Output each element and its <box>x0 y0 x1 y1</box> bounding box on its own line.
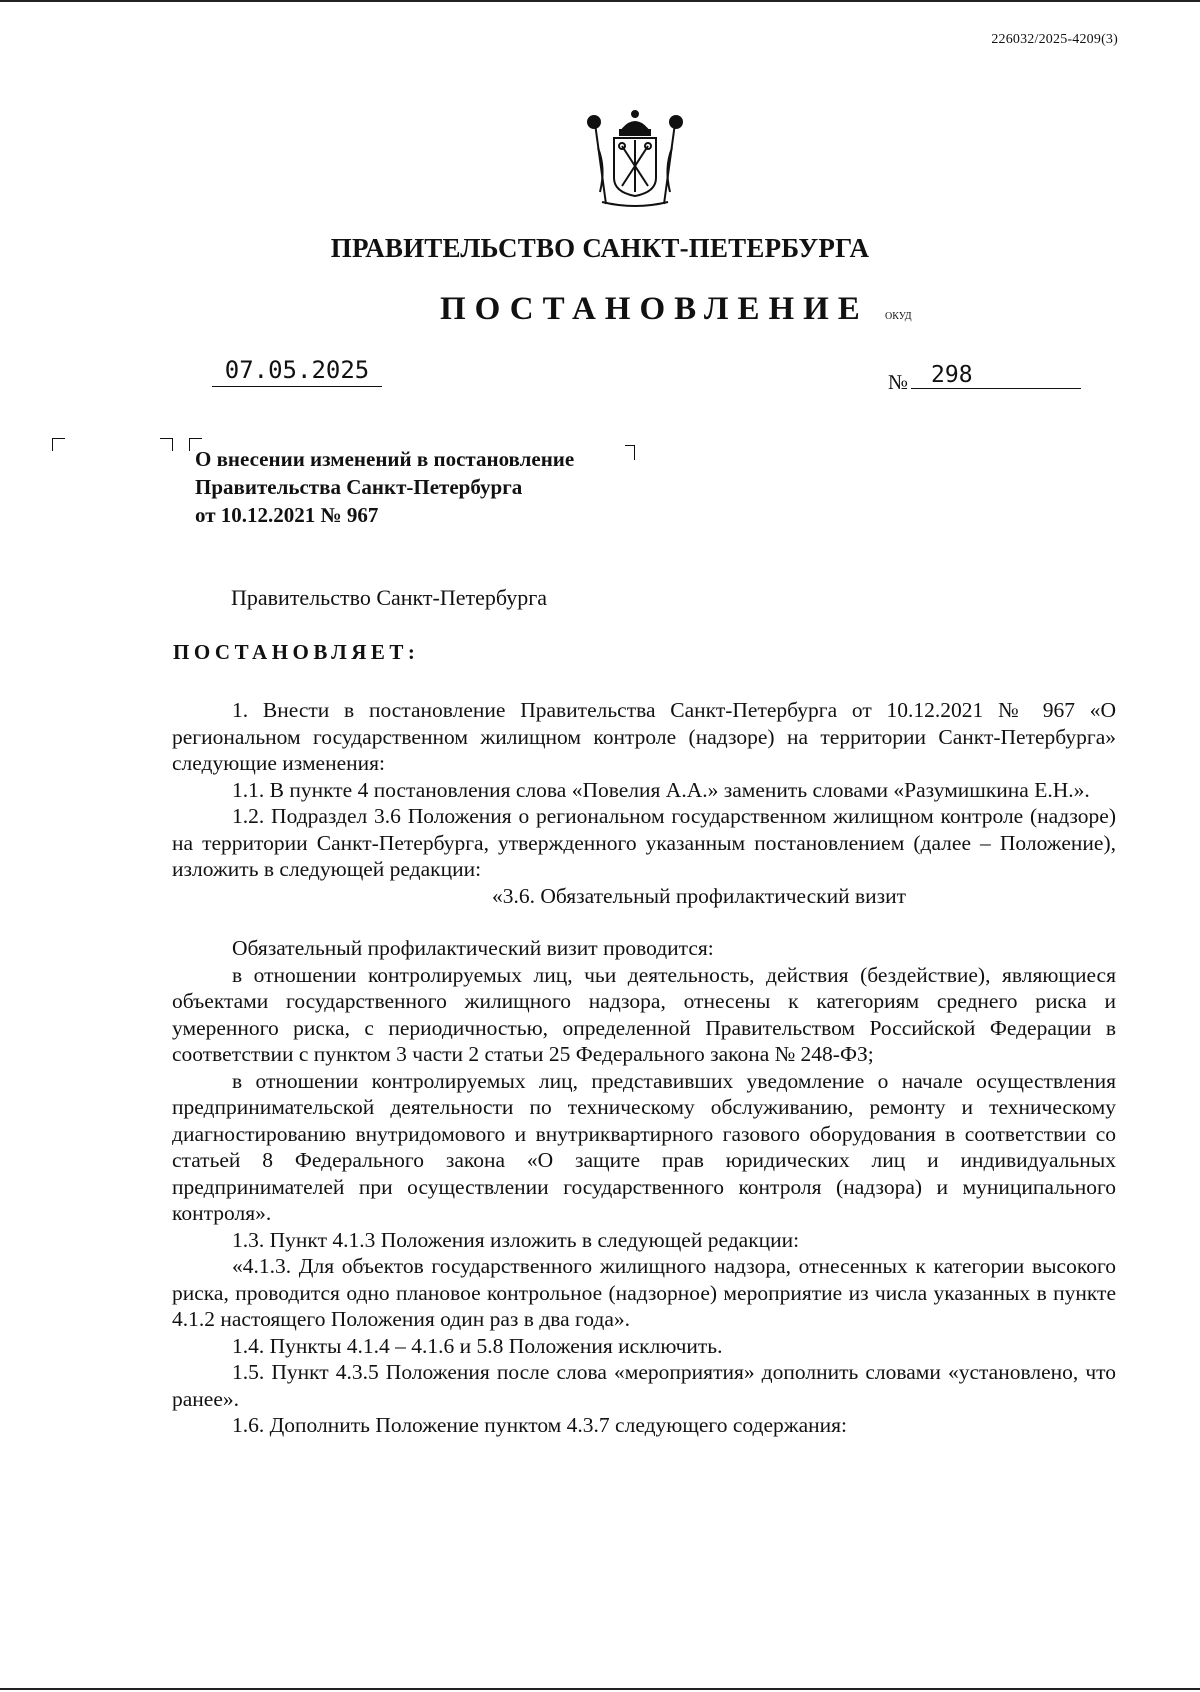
corner-mark <box>52 438 65 451</box>
corner-mark <box>160 438 173 451</box>
decree-body <box>172 697 1116 1439</box>
okud-label: ОКУД <box>885 311 912 322</box>
paragraph: 1.2. Подраздел 3.6 Положения о региональном государственном жилищном контроле (надзоре) на территории Санкт-Петербурга, утвержденного указанным постановлением (далее – Положение), изложить в следующей редакции: <box>172 804 1116 881</box>
paragraph: Обязательный профилактический визит проводится: <box>232 936 714 960</box>
decree-number: 298 <box>911 362 1081 389</box>
number-sign: № <box>888 370 909 394</box>
paragraph: 1.3. Пункт 4.1.3 Положения изложить в следующей редакции: <box>232 1227 800 1252</box>
subject-line: О внесении изменений в постановление <box>195 447 575 471</box>
preamble: Правительство Санкт-Петербурга <box>231 585 548 610</box>
paragraph: 1.6. Дополнить Положение пунктом 4.3.7 следующего содержания: <box>232 1413 848 1437</box>
decree-date: 07.05.2025 <box>212 356 382 387</box>
document-registration-id: 226032/2025-4209(3) <box>991 32 1118 47</box>
paragraph: «4.1.3. Для объектов государственного жилищного надзора, отнесенных к категории высокого риска, проводится одно плановое контрольное (надзорное) мероприятие из числа указанных в пункте 4.1.2 настоящего Положения один раз в два года». <box>172 1254 1116 1331</box>
paragraph: 1.1. В пункте 4 постановления слова «Повелия А.А.» заменить словами «Разумишкина Е.Н.». <box>232 777 1090 802</box>
resolves-heading: ПОСТАНОВЛЯЕТ: <box>173 640 420 664</box>
organization-title: ПРАВИТЕЛЬСТВО САНКТ-ПЕТЕРБУРГА <box>330 233 870 263</box>
paragraph: 1. Внести в постановление Правительства Санкт-Петербурга от 10.12.2021 № 967 «О региональном государственном жилищном контроле (надзоре) на территории Санкт-Петербурга» следующие изменения: <box>172 698 1116 775</box>
section-heading: «3.6. Обязательный профилактический визит <box>491 883 907 908</box>
paragraph: 1.5. Пункт 4.3.5 Положения после слова «мероприятия» дополнить словами «установлено, что ранее». <box>172 1360 1116 1411</box>
scan-edge-top <box>0 0 1200 2</box>
decree-subject <box>195 445 574 529</box>
coat-of-arms-icon <box>584 108 686 208</box>
paragraph: в отношении контролируемых лиц, чьи деятельность, действия (бездействие), являющиеся объектами государственного жилищного надзора, отнесены к категориям среднего риска и умеренного риска, с периодичностью, определенной Правительством Российской Федерации в соответствии с пунктом 3 части 2 статьи 25 Федерального закона № 248-ФЗ; <box>172 962 1116 1066</box>
paragraph: в отношении контролируемых лиц, представивших уведомление о начале осуществления предпринимательской деятельности по техническому обслуживанию, ремонту и техническому диагностированию внутридомового и внутриквартирного газового оборудования в соответствии со статьей 8 Федерального закона «О защите прав юридических лиц и индивидуальных предпринимателей при осуществлении государственного контроля (надзора) и муниципального контроля». <box>172 1068 1116 1225</box>
scan-edge-bottom <box>0 1688 1200 1690</box>
corner-mark <box>625 445 635 460</box>
subject-line: от 10.12.2021 № 967 <box>195 503 379 527</box>
paragraph: 1.4. Пункты 4.1.4 – 4.1.6 и 5.8 Положения исключить. <box>232 1333 723 1358</box>
subject-line: Правительства Санкт-Петербурга <box>195 475 523 499</box>
decree-type-title: ПОСТАНОВЛЕНИЕ <box>440 291 869 327</box>
